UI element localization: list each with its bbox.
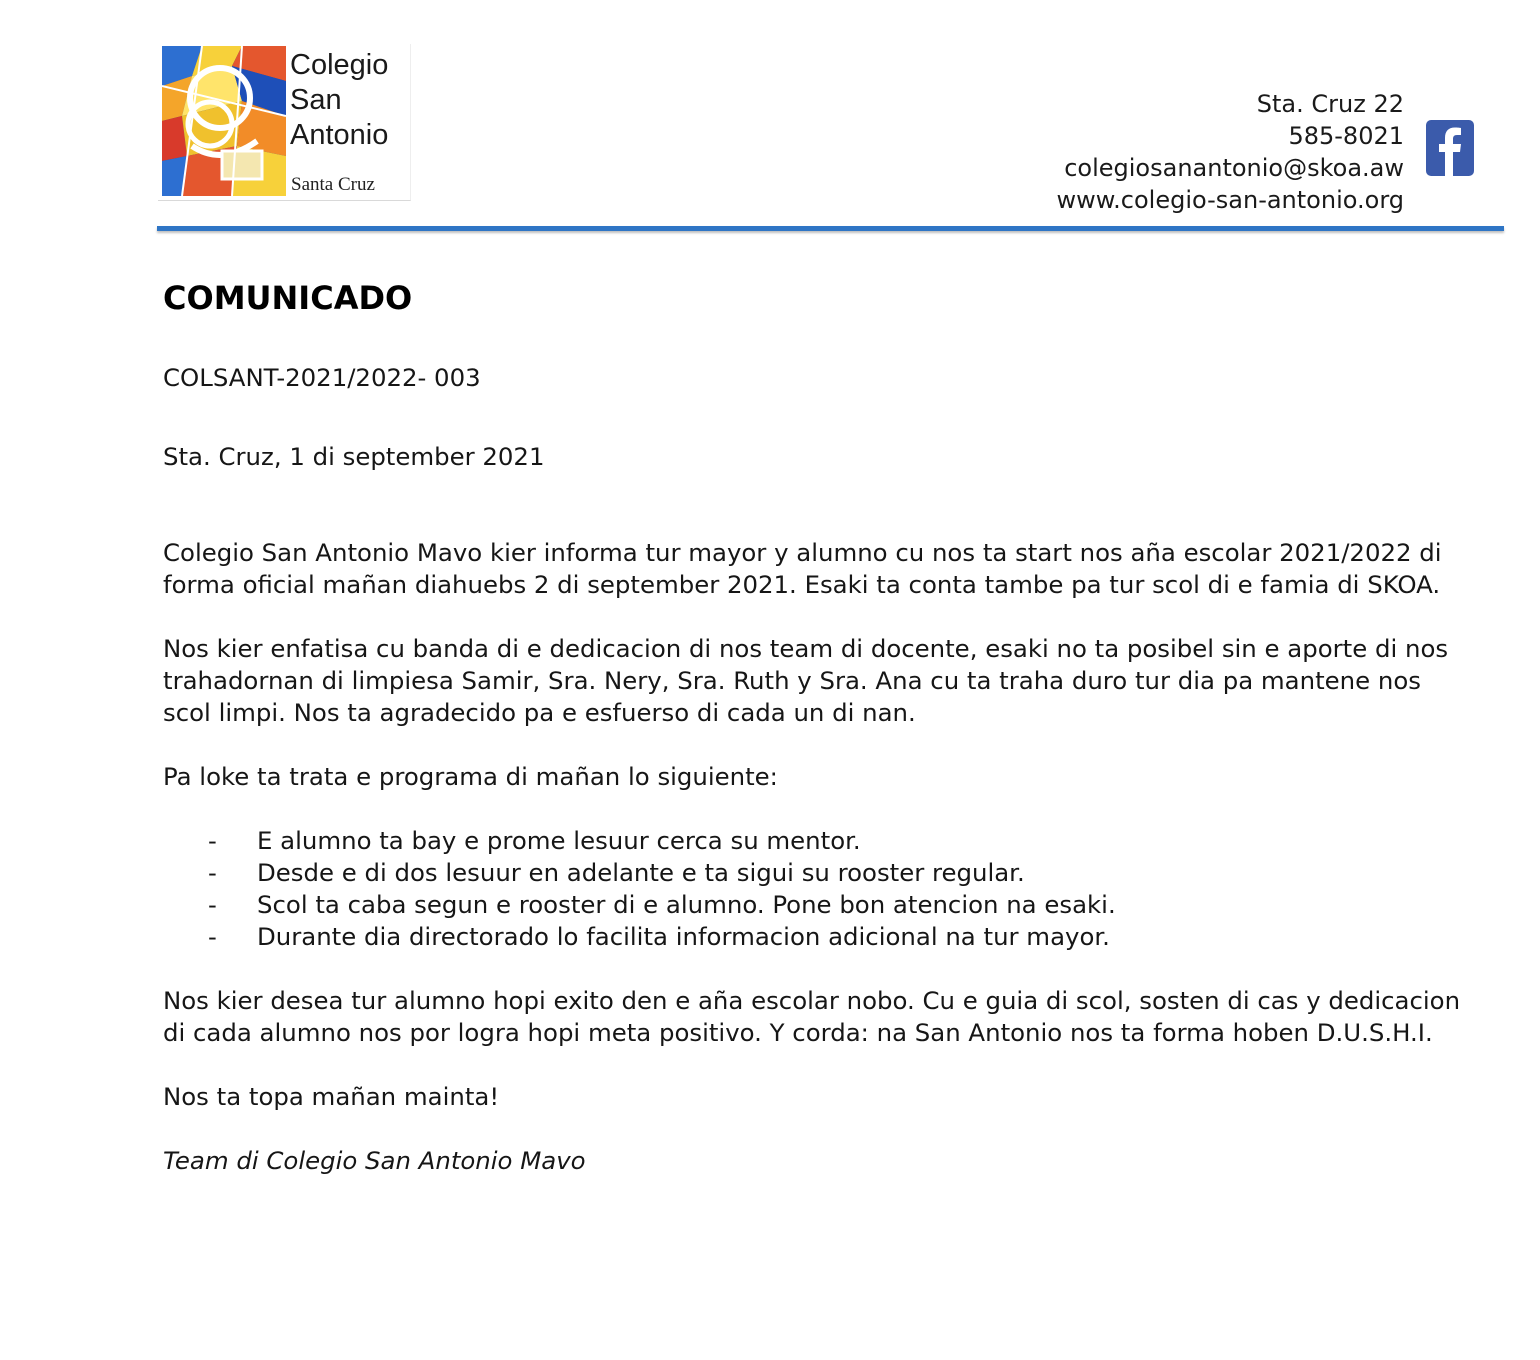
letter-body xyxy=(163,270,1463,1177)
list-item-text: Scol ta caba segun e rooster di e alumno. Pone bon atencion na esaki. xyxy=(257,890,1116,919)
logo-text-line3: Antonio xyxy=(290,119,389,151)
stained-glass-logo-icon xyxy=(162,46,286,196)
facebook-icon[interactable] xyxy=(1426,120,1474,176)
list-item-text: Durante dia directorado lo facilita informacion adicional na tur mayor. xyxy=(257,922,1110,951)
contact-phone: 585-8021 xyxy=(1288,122,1404,150)
contact-block xyxy=(1056,88,1404,216)
list-item xyxy=(163,889,1463,921)
logo-text-line2: San xyxy=(290,84,342,116)
paragraph-closing: Nos ta topa mañan mainta! xyxy=(163,1082,500,1111)
reference-number: COLSANT-2021/2022- 003 xyxy=(163,363,481,392)
paragraph-wishes: Nos kier desea tur alumno hopi exito den e aña escolar nobo. Cu e guia di scol, sosten di cas y dedicacion di cada alumno nos por logra hopi meta positivo. Y corda: na San Antonio nos ta forma hoben D.U.S.H.I. xyxy=(163,986,1461,1047)
paragraph-program-intro: Pa loke ta trata e programa di mañan lo siguiente: xyxy=(163,762,778,791)
logo-subtitle: Santa Cruz xyxy=(291,174,375,195)
list-item-text: Desde e di dos lesuur en adelante e ta sigui su rooster regular. xyxy=(257,858,1025,887)
signature: Team di Colegio San Antonio Mavo xyxy=(163,1146,586,1175)
paragraph-thanks: Nos kier enfatisa cu banda di e dedicacion di nos team di docente, esaki no ta posibel sin e aporte di nos trahadornan di limpiesa Samir, Sra. Nery, Sra. Ruth y Sra. Ana cu ta traha duro tur dia pa mantene nos scol limpi. Nos ta agradecido pa e esfuerso di cada un di nan. xyxy=(163,634,1449,727)
list-item-text: E alumno ta bay e prome lesuur cerca su mentor. xyxy=(257,826,861,855)
contact-email[interactable]: colegiosanantonio@skoa.aw xyxy=(1064,154,1404,182)
bullet-dash: - xyxy=(208,922,217,951)
page-title: COMUNICADO xyxy=(163,279,413,317)
bullet-dash: - xyxy=(208,890,217,919)
bullet-dash: - xyxy=(208,826,217,855)
program-list xyxy=(163,825,1463,953)
place-date: Sta. Cruz, 1 di september 2021 xyxy=(163,442,545,471)
list-item xyxy=(163,857,1463,889)
school-logo xyxy=(158,44,411,201)
contact-website[interactable]: www.colegio-san-antonio.org xyxy=(1056,186,1404,214)
header-divider xyxy=(157,226,1504,231)
list-item xyxy=(163,921,1463,953)
paragraph-intro: Colegio San Antonio Mavo kier informa tur mayor y alumno cu nos ta start nos aña escolar 2021/2022 di forma oficial mañan diahuebs 2 di september 2021. Esaki ta conta tambe pa tur scol di e famia di SKOA. xyxy=(163,538,1442,599)
bullet-dash: - xyxy=(208,858,217,887)
logo-text-line1: Colegio xyxy=(290,49,389,81)
list-item xyxy=(163,825,1463,857)
contact-address: Sta. Cruz 22 xyxy=(1256,90,1404,118)
